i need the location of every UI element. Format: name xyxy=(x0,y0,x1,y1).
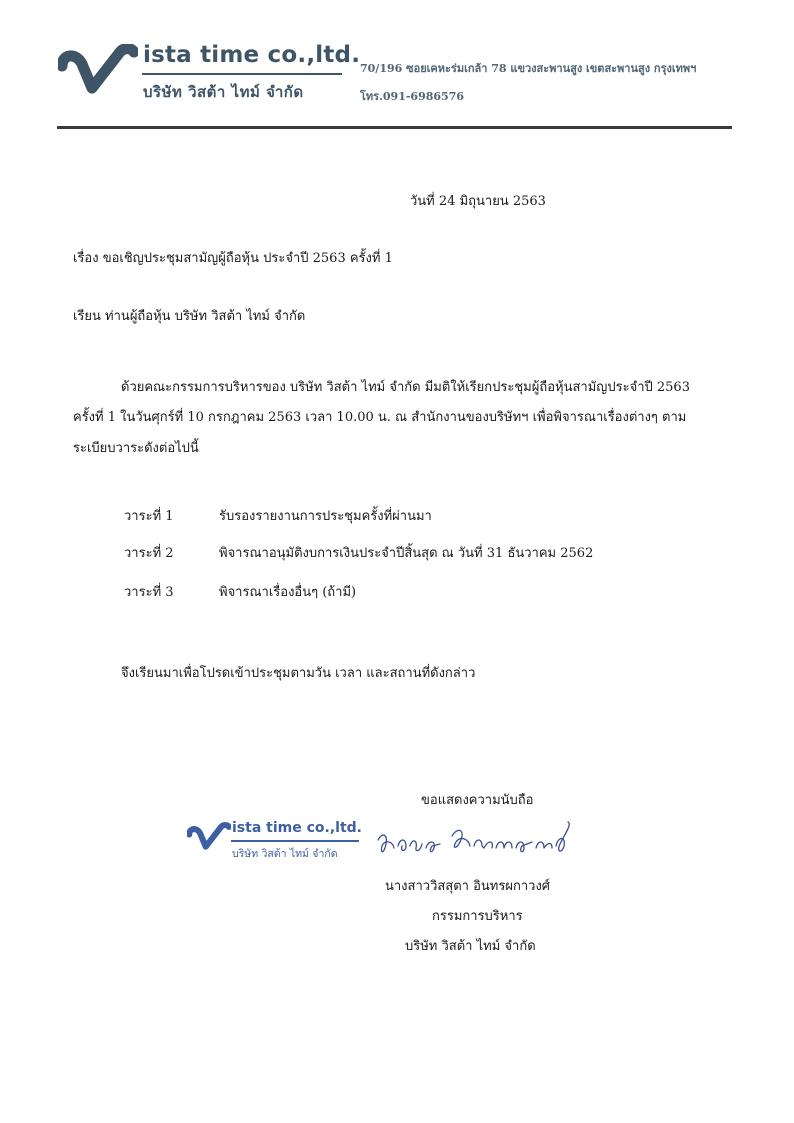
seal-name-en: ista time co.,ltd. xyxy=(232,820,362,836)
company-phone: โทร.091-6986576 xyxy=(360,90,465,103)
agenda-number: วาระที่ 2 xyxy=(124,546,174,561)
handwritten-signature xyxy=(372,818,582,868)
agenda-item: พิจารณาเรื่องอื่นๆ (ถ้ามี) xyxy=(219,585,357,600)
body-line-1: ด้วยคณะกรรมการบริหารของ บริษัท วิสต้า ไทม์ จำกัด มีมติให้เรียกประชุมผู้ถือหุ้นสามัญประจำปี 2563 xyxy=(121,380,690,395)
closing-line: จึงเรียนมาเพื่อโปรดเข้าประชุมตามวัน เวลา และสถานที่ดังกล่าว xyxy=(121,666,476,681)
agenda-number: วาระที่ 3 xyxy=(124,585,174,600)
letter-date: วันที่ 24 มิถุนายน 2563 xyxy=(410,194,546,209)
letter-subject: เรื่อง ขอเชิญประชุมสามัญผู้ถือหุ้น ประจำปี 2563 ครั้งที่ 1 xyxy=(73,251,393,266)
company-address: 70/196 ซอยเคหะร่มเกล้า 78 แขวงสะพานสูง เขตสะพานสูง กรุงเทพฯ xyxy=(360,62,697,75)
agenda-item: พิจารณาอนุมัติงบการเงินประจำปีสิ้นสุด ณ วันที่ 31 ธันวาคม 2562 xyxy=(219,546,594,561)
body-line-3: ระเบียบวาระดังต่อไปนี้ xyxy=(73,441,199,456)
company-logo-icon xyxy=(58,44,138,104)
company-name-en: ista time co.,ltd. xyxy=(143,42,361,68)
agenda-number: วาระที่ 1 xyxy=(124,509,174,524)
brand-divider xyxy=(142,73,342,75)
seal-logo-icon xyxy=(187,821,231,857)
header-divider xyxy=(57,126,732,129)
seal-divider xyxy=(231,840,359,842)
body-line-2: ครั้งที่ 1 ในวันศุกร์ที่ 10 กรกฎาคม 2563 เวลา 10.00 น. ณ สำนักงานของบริษัทฯ เพื่อพิจารณาเรื่องต่างๆ ตาม xyxy=(73,410,687,425)
letter-recipient: เรียน ท่านผู้ถือหุ้น บริษัท วิสต้า ไทม์ จำกัด xyxy=(73,309,306,324)
signer-name: นางสาววิสสุตา อินทรผกาวงศ์ xyxy=(385,879,551,894)
company-name-th: บริษัท วิสต้า ไทม์ จำกัด xyxy=(143,83,304,101)
agenda-item: รับรองรายงานการประชุมครั้งที่ผ่านมา xyxy=(219,509,432,524)
signer-company: บริษัท วิสต้า ไทม์ จำกัด xyxy=(405,939,536,954)
regards-line: ขอแสดงความนับถือ xyxy=(421,793,534,808)
seal-name-th: บริษัท วิสต้า ไทม์ จำกัด xyxy=(232,848,338,860)
signer-position: กรรมการบริหาร xyxy=(432,909,523,924)
